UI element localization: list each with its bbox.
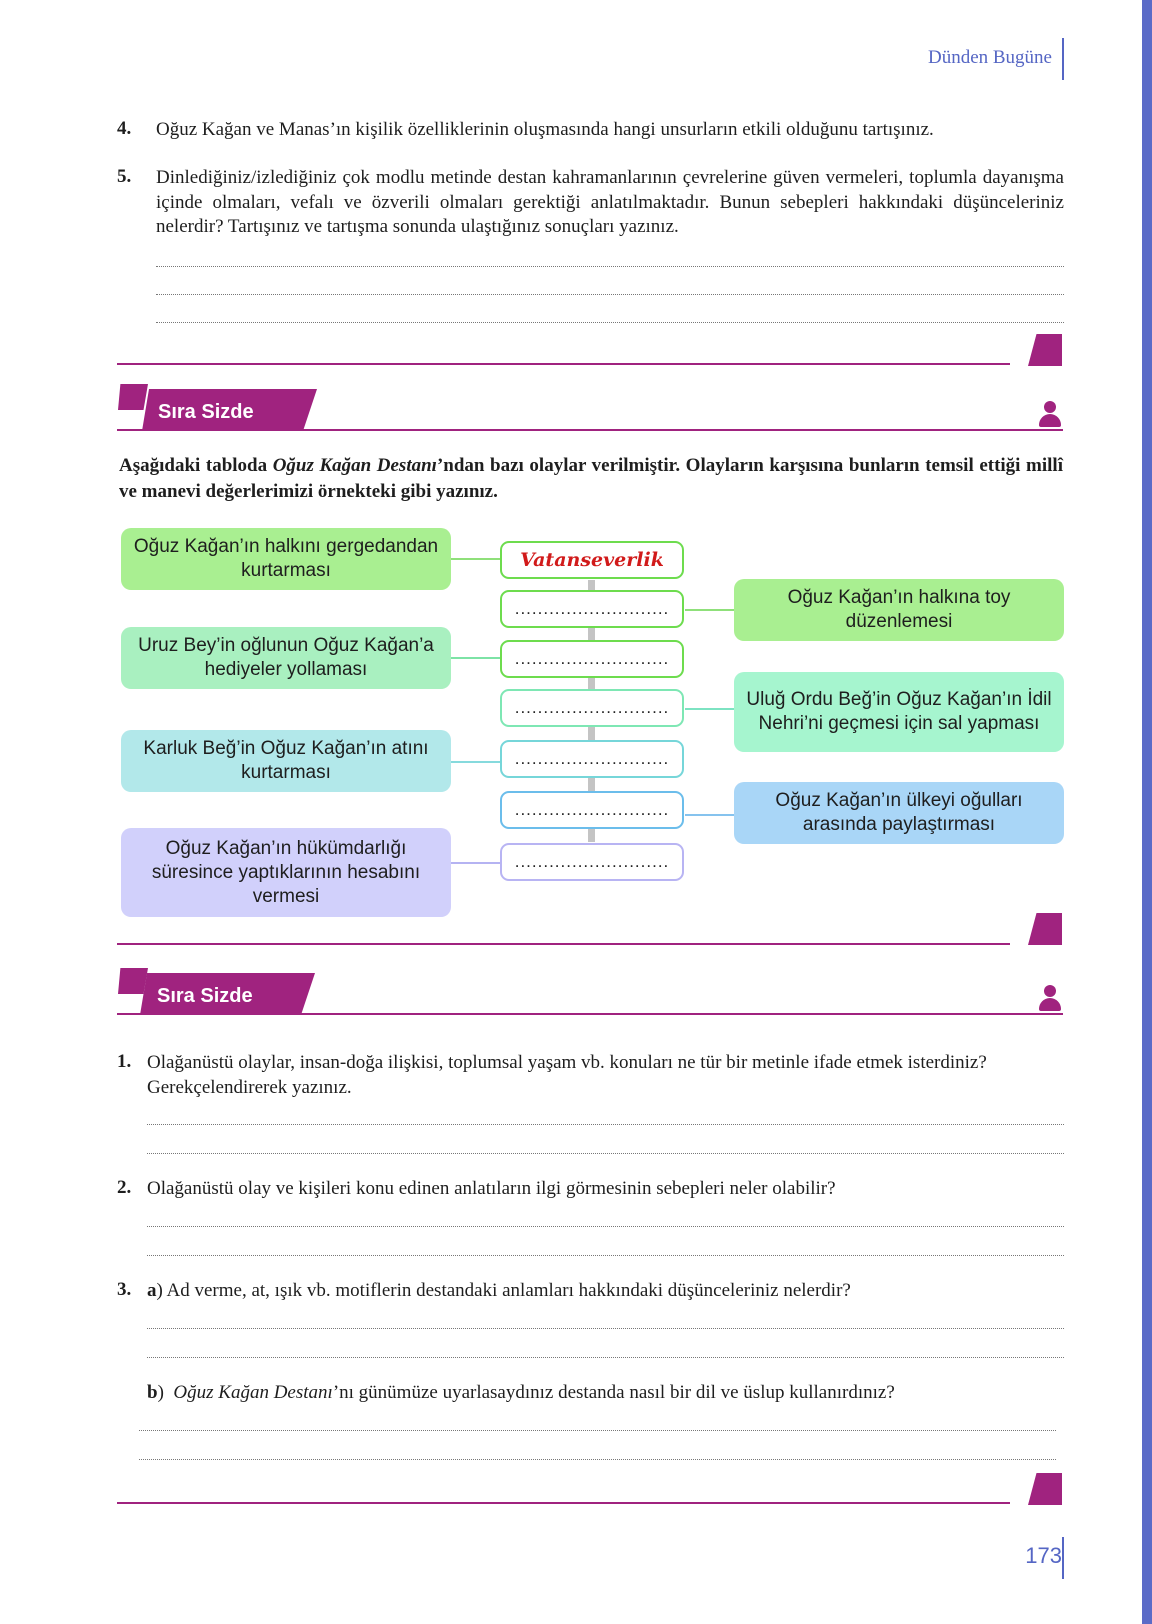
answer-line[interactable] [139,1430,1056,1431]
section-divider [117,943,1010,945]
event-box-right: Oğuz Kağan’ın ülkeyi oğulları arasında paylaştırması [734,782,1064,844]
answer-line[interactable] [156,294,1064,295]
question-1-text: Olağanüstü olaylar, insan-doğa ilişkisi, toplumsal yaşam vb. konuları ne tür bir metinle ifade etmek isterdiniz? Gerekçelendirerek yazınız. [147,1052,987,1098]
answer-line[interactable] [147,1124,1064,1125]
event-box-right: Uluğ Ordu Beğ’in Oğuz Kağan’ın İdil Nehri’ni geçmesi için sal yapması [734,672,1064,752]
section-underline [117,429,1063,431]
connector-line [685,814,734,816]
header-rule [1062,38,1064,80]
section-underline [117,1013,1063,1015]
event-box-left: Karluk Beğ’in Oğuz Kağan’ın atını kurtarması [121,730,451,792]
section-divider-tab [1028,913,1062,945]
value-answer-box[interactable]: ........................... [500,843,684,881]
section-divider [117,1502,1010,1504]
person-icon [1037,401,1063,429]
footer-rule [1062,1537,1064,1579]
question-2-number: 2. [117,1177,132,1198]
section-divider-tab [1028,1473,1062,1505]
page-edge-bar [1142,0,1152,1624]
value-answer-box[interactable]: ........................... [500,640,684,678]
answer-line[interactable] [147,1226,1064,1227]
answer-line[interactable] [156,322,1064,323]
connector-line [685,609,734,611]
question-5-number: 5. [117,166,132,187]
event-box-left: Oğuz Kağan’ın halkını gergedandan kurtarması [121,528,451,590]
event-box-right: Oğuz Kağan’ın halkına toy düzenlemesi [734,579,1064,641]
answer-line[interactable] [147,1153,1064,1154]
connector-line [451,862,500,864]
question-4-number: 4. [117,118,132,139]
event-box-left: Oğuz Kağan’ın hükümdarlığı süresince yaptıklarının hesabını vermesi [121,828,451,917]
section-title: Sıra Sizde [158,401,254,423]
section-title: Sıra Sizde [157,985,253,1007]
answer-line[interactable] [156,266,1064,267]
answer-line[interactable] [147,1255,1064,1256]
question-1-number: 1. [117,1051,132,1072]
question-4-text: Oğuz Kağan ve Manas’ın kişilik özelliklerinin oluşmasında hangi unsurların etkili olduğunu tartışınız. [156,119,934,140]
value-answer-box[interactable]: ........................... [500,740,684,778]
section-divider-tab [1028,334,1062,366]
question-3a-text: a) Ad verme, at, ışık vb. motiflerin destandaki anlamları hakkındaki düşünceleriniz nelerdir? [147,1280,851,1301]
connector-line [685,708,734,710]
question-3b-text: b) Oğuz Kağan Destanı’nı günümüze uyarlasaydınız destanda nasıl bir dil ve üslup kullanırdınız? [147,1382,895,1403]
question-5-text: Dinlediğiniz/izlediğiniz çok modlu metinde destan kahramanlarının çevrelerine güven vermeleri, toplumla dayanışma içinde olmaları, vefalı ve özverili olmaları gerektiği anlatılmaktadır. Bunun sebepleri hakkındaki düşünceleriniz nelerdir? Tartışınız ve tartışma sonunda ulaştığınız sonuçları yazınız. [156,167,1064,237]
page-number: 173 [1025,1543,1062,1568]
connector-line [451,761,500,763]
activity-instructions: Aşağıdaki tabloda Oğuz Kağan Destanı’ndan bazı olaylar verilmiştir. Olayların karşısına bunların temsil ettiği millî ve manevi değerlerimizi örnekteki gibi yazınız. [119,455,1063,502]
connector-line [451,657,500,659]
section-banner-accent [118,968,148,994]
answer-line[interactable] [147,1357,1064,1358]
value-answer-box[interactable]: ........................... [500,590,684,628]
value-answer-box[interactable]: ........................... [500,791,684,829]
person-icon [1037,985,1063,1013]
value-box-example: Vatanseverlik [500,541,684,579]
section-banner-accent [118,384,148,410]
answer-line[interactable] [139,1459,1056,1460]
answer-line[interactable] [147,1328,1064,1329]
section-divider [117,363,1010,365]
value-answer-box[interactable]: ........................... [500,689,684,727]
running-header: Dünden Bugüne [927,47,1052,68]
connector-line [451,558,500,560]
event-box-left: Uruz Bey’in oğlunun Oğuz Kağan’a hediyeler yollaması [121,627,451,689]
question-3-number: 3. [117,1279,132,1300]
question-2-text: Olağanüstü olay ve kişileri konu edinen anlatıların ilgi görmesinin sebepleri neler olabilir? [147,1178,836,1199]
